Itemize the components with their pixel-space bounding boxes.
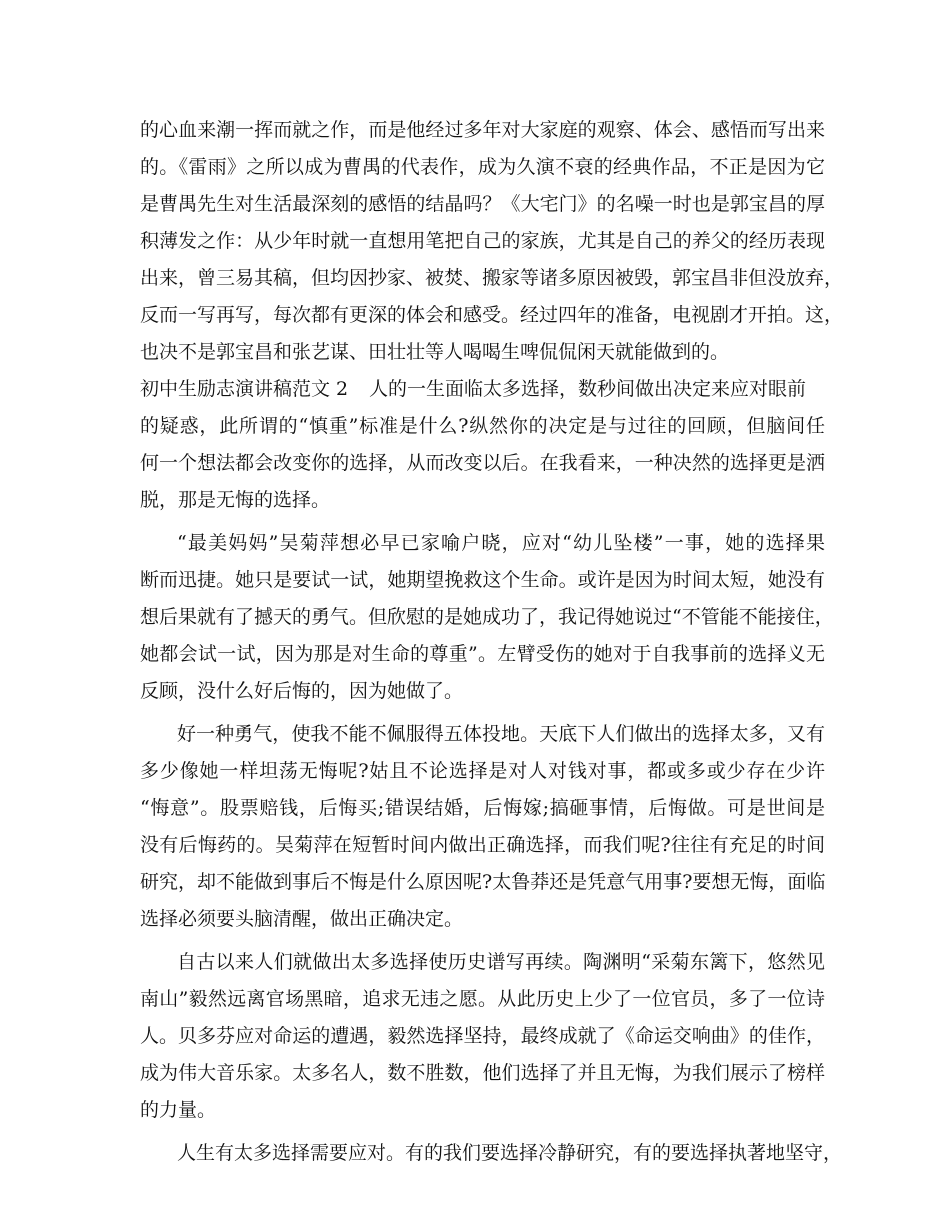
text-line: 的力量。 [140,1099,217,1121]
text-line: 脱，那是无悔的选择。 [140,489,331,511]
text-line: 人。贝多芬应对命运的遭遇，毅然选择坚持，最终成就了《命运交响曲》的佳作， [140,1025,825,1047]
text-line: 出来，曾三易其稿，但均因抄家、被焚、搬家等诸多原因被毁，郭宝昌非但没放弃， [140,267,844,289]
text-line: 多少像她一样坦荡无悔呢?姑且不论选择是对人对钱对事，都或多或少存在少许 [140,760,825,782]
text-line: 也决不是郭宝昌和张艺谋、田壮壮等人喝喝生啤侃侃闲天就能做到的。 [140,341,730,363]
text-line: 选择必须要头脑清醒，做出正确决定。 [140,908,464,930]
text-line: 南山”毅然远离官场黑暗，追求无违之愿。从此历史上少了一位官员，多了一位诗 [140,988,825,1010]
text-line: 自古以来人们就做出太多选择使历史谱写再续。陶渊明“采菊东篱下，悠然见 [177,951,825,973]
paragraph-life [140,1135,843,1172]
paragraph-courage [140,716,825,938]
text-line: 的。《雷雨》之所以成为曹禺的代表作，成为久演不衰的经典作品，不正是因为它 [140,156,825,178]
paragraph-mother [140,525,834,710]
text-line: 断而迅捷。她只是要试一试，她期望挽救这个生命。或许是因为时间太短，她没有 [140,569,825,591]
text-line: 想后果就有了撼天的勇气。但欣慰的是她成功了，我记得她说过“不管能不能接住， [140,606,834,628]
text-line: 何一个想法都会改变你的选择，从而改变以后。在我看来，一种决然的选择更是洒 [140,452,825,474]
paragraph-intro [140,112,844,371]
text-line: 人的一生面临太多选择，数秒间做出决定来应对眼前 [369,378,807,400]
text-line: 成为伟大音乐家。太多名人，数不胜数，他们选择了并且无悔，为我们展示了榜样 [140,1062,825,1084]
text-line: 人生有太多选择需要应对。有的我们要选择冷静研究，有的要选择执著地坚守， [177,1142,843,1164]
section-title: 初中生励志演讲稿范文 2 [140,378,349,400]
text-line: 反顾，没什么好后悔的，因为她做了。 [140,680,464,702]
text-line: “悔意”。股票赔钱，后悔买;错误结婚，后悔嫁;搞砸事情，后悔做。可是世间是 [140,797,825,819]
text-line: 她都会试一试，因为那是对生命的尊重”。左臂受伤的她对于自我事前的选择义无 [140,643,825,665]
paragraph-history [140,944,825,1129]
text-line: 没有后悔药的。吴菊萍在短暂时间内做出正确选择，而我们呢?往往有充足的时间 [140,834,825,856]
text-line: 积薄发之作：从少年时就一直想用笔把自己的家族，尤其是自己的养父的经历表现 [140,230,825,252]
section-heading-line [140,371,825,408]
document-page [140,112,844,1172]
text-line: “最美妈妈”吴菊萍想必早已家喻户晓，应对“幼儿坠楼”一事，她的选择果 [177,532,825,554]
text-line: 研究，却不能做到事后不悔是什么原因呢?太鲁莽还是凭意气用事?要想无悔，面临 [140,871,826,893]
text-line: 好一种勇气，使我不能不佩服得五体投地。天底下人们做出的选择太多，又有 [177,723,825,745]
text-line: 的心血来潮一挥而就之作，而是他经过多年对大家庭的观察、体会、感悟而写出来 [140,119,825,141]
text-line: 反而一写再写，每次都有更深的体会和感受。经过四年的准备，电视剧才开拍。这， [140,304,844,326]
paragraph-choice [140,371,825,519]
text-line: 的疑惑，此所谓的“慎重”标准是什么?纵然你的决定是与过往的回顾，但脑间任 [140,415,825,437]
text-line: 是曹禺先生对生活最深刻的感悟的结晶吗？《大宅门》的名噪一时也是郭宝昌的厚 [140,193,825,215]
